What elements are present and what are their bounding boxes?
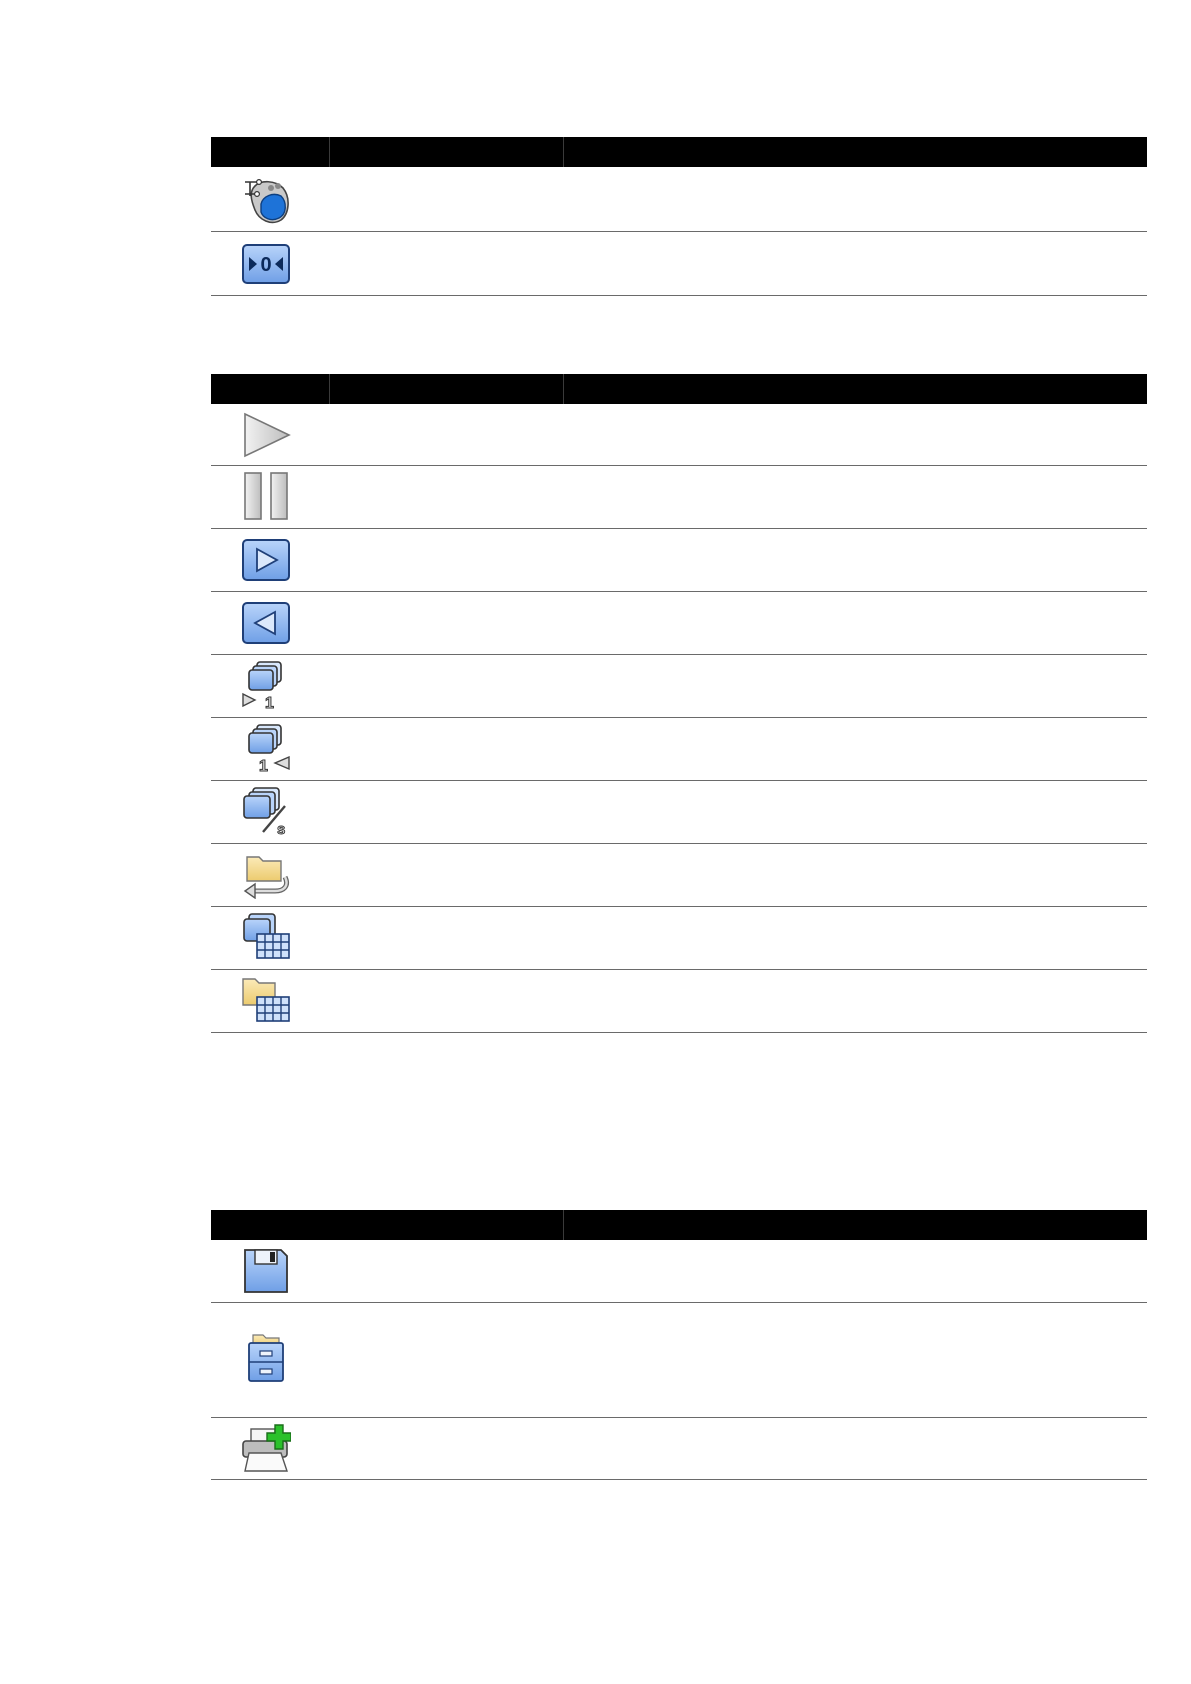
table-header <box>211 374 1147 404</box>
table-row <box>211 907 1147 970</box>
svg-text:1: 1 <box>259 758 268 773</box>
table-row <box>211 466 1147 529</box>
table-1 <box>211 137 1147 296</box>
table-row <box>211 970 1147 1033</box>
table-2 <box>211 374 1147 1033</box>
header-cell <box>564 381 572 397</box>
table-row <box>211 1240 1147 1303</box>
archive-cabinet-icon[interactable] <box>241 1333 291 1383</box>
table-row <box>211 1418 1147 1480</box>
svg-text:0: 0 <box>260 254 272 276</box>
play-icon[interactable] <box>241 410 291 460</box>
header-cell <box>211 144 219 160</box>
table-row <box>211 404 1147 466</box>
add-printer-icon[interactable] <box>241 1423 291 1473</box>
header-cell <box>330 381 338 397</box>
table-3 <box>211 1210 1147 1480</box>
table-row <box>211 592 1147 655</box>
first-frame-icon[interactable] <box>241 660 291 710</box>
table-header <box>211 137 1147 167</box>
frames-grid-icon[interactable] <box>241 912 291 962</box>
table-row <box>211 167 1147 232</box>
table-row <box>211 1303 1147 1418</box>
table-row <box>211 718 1147 781</box>
pause-icon[interactable] <box>241 471 291 521</box>
heart-zone-icon[interactable] <box>241 174 291 224</box>
table-row <box>211 844 1147 907</box>
svg-text:s: s <box>277 821 286 836</box>
header-cell <box>330 144 338 160</box>
step-forward-icon[interactable] <box>241 535 291 585</box>
svg-text:1: 1 <box>265 695 274 710</box>
table-row <box>211 781 1147 844</box>
header-cell <box>564 1217 572 1233</box>
table-row <box>211 655 1147 718</box>
folder-grid-icon[interactable] <box>241 975 291 1025</box>
header-cell <box>564 144 572 160</box>
last-frame-icon[interactable] <box>241 723 291 773</box>
table-row <box>211 232 1147 296</box>
header-cell <box>211 381 219 397</box>
zero-reset-icon[interactable] <box>241 239 291 289</box>
step-backward-icon[interactable] <box>241 598 291 648</box>
save-disk-icon[interactable] <box>241 1246 291 1296</box>
folder-return-icon[interactable] <box>241 849 291 899</box>
table-row <box>211 529 1147 592</box>
header-cell <box>211 1217 219 1233</box>
frame-rate-icon[interactable] <box>241 786 291 836</box>
table-header <box>211 1210 1147 1240</box>
